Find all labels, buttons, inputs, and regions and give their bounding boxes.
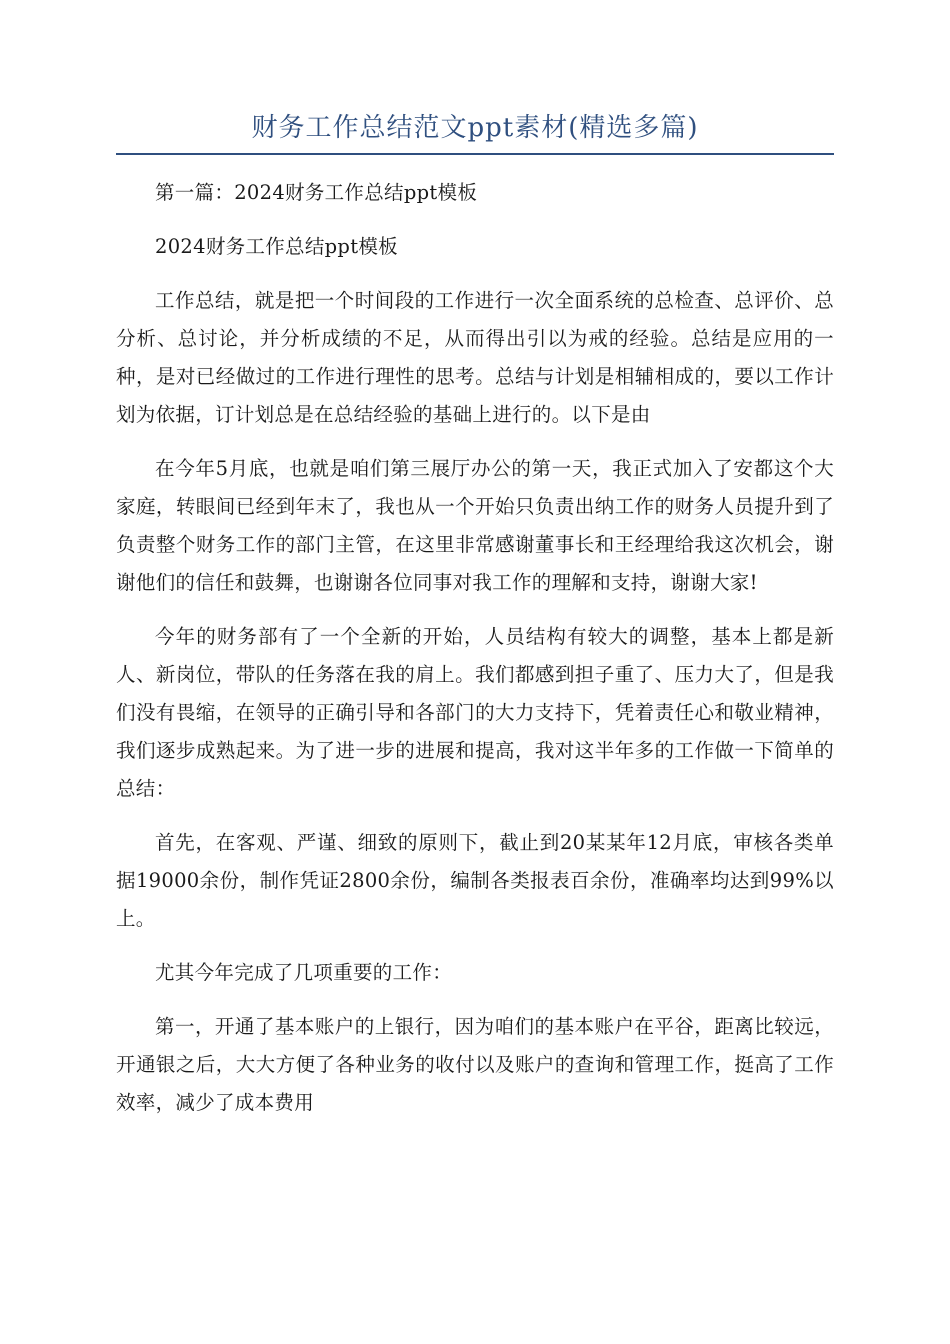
paragraph-department: 今年的财务部有了一个全新的开始，人员结构有较大的调整，基本上都是新人、新岗位，带队的任务落在我的肩上。我们都感到担子重了、压力大了，但是我们没有畏缩，在领导的正确引导和各部门的大力支持下，凭着责任心和敬业精神，我们逐步成熟起来。为了进一步的进展和提高，我对这半年多的工作做一下简单的总结： xyxy=(116,625,834,800)
paragraph-first-point: 首先，在客观、严谨、细致的原则下，截止到20某某年12月底，审核各类单据19000余份，制作凭证2800余份，编制各类报表百余份，准确率均达到99%以上。 xyxy=(116,831,834,930)
paragraph-intro: 工作总结，就是把一个时间段的工作进行一次全面系统的总检查、总评价、总分析、总讨论，并分析成绩的不足，从而得出引以为戒的经验。总结是应用的一种，是对已经做过的工作进行理性的思考。总结与计划是相辅相成的，要以工作计划为依据，订计划总是在总结经验的基础上进行的。以下是由 xyxy=(116,289,834,426)
paragraph-key-work: 尤其今年完成了几项重要的工作： xyxy=(155,961,453,984)
document-body xyxy=(116,174,834,1138)
document-title: 财务工作总结范文ppt素材(精选多篇) xyxy=(251,113,699,143)
paragraph-chapter-heading: 第一篇：2024财务工作总结ppt模板 xyxy=(155,181,478,204)
paragraph-subtitle: 2024财务工作总结ppt模板 xyxy=(155,235,398,258)
paragraph-bank-account: 第一，开通了基本账户的上银行，因为咱们的基本账户在平谷，距离比较远，开通银之后，大大方便了各种业务的收付以及账户的查询和管理工作，挺高了工作效率，减少了成本费用 xyxy=(116,1015,834,1114)
paragraph-joining: 在今年5月底，也就是咱们第三展厅办公的第一天，我正式加入了安都这个大家庭，转眼间已经到年末了，我也从一个开始只负责出纳工作的财务人员提升到了负责整个财务工作的部门主管，在这里非常感谢董事长和王经理给我这次机会，谢谢他们的信任和鼓舞，也谢谢各位同事对我工作的理解和支持，谢谢大家! xyxy=(116,457,834,594)
title-underline xyxy=(116,153,834,155)
